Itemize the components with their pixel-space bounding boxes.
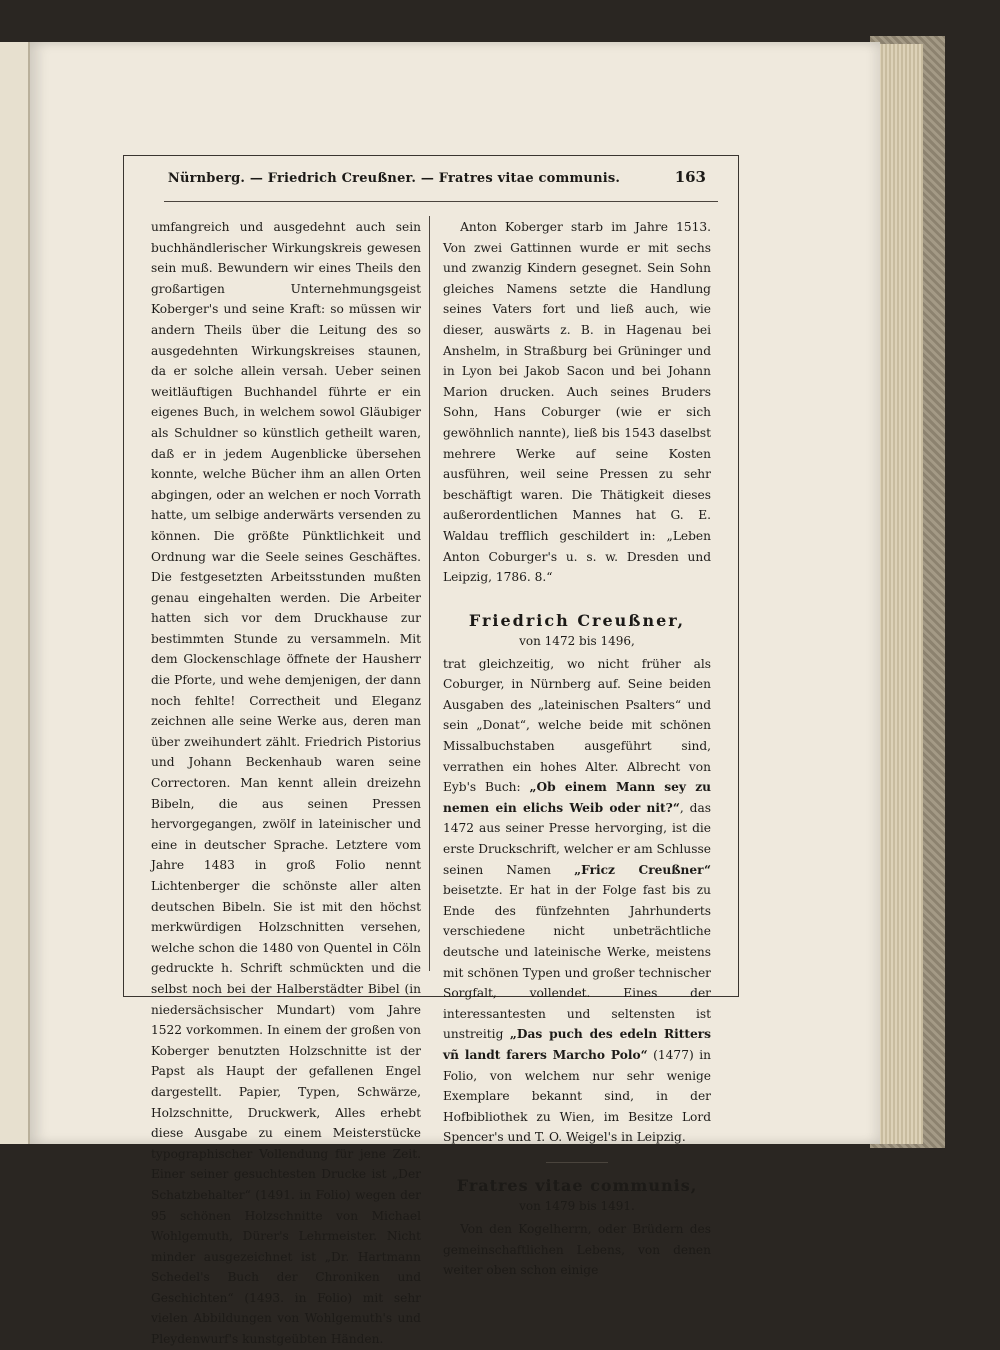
previous-page-edge <box>0 42 30 1144</box>
left-column <box>151 217 421 1350</box>
book-page <box>30 42 880 1347</box>
section-title-creussner: Friedrich Creußner, <box>468 610 686 630</box>
creussner-text-c: beisetzte. Er hat in der Folge fast bis zu Ende des fünfzehnten Jahrhunderts verschiedene nicht unbeträchtliche deutsche und lateinische Werke, meistens mit schönen Typen und großer technischer Sorgfalt, vollendet. Eines der interessantesten und seltensten ist unstreitig <box>443 883 711 1042</box>
creussner-text-a: trat gleichzeitig, wo nicht früher als Coburger, in Nürnberg auf. Seine beiden Ausgaben des „lateinischen Psalters“ und sein „Donat“, welche beide mit schönen Missalbuchstaben ausgeführt sind, verrathen ein hohes Alter. Albrecht von Eyb's Buch: <box>443 656 711 795</box>
section-dates-fratres: von 1479 bis 1491. <box>519 1198 635 1213</box>
running-title: Nürnberg. — Friedrich Creußner. — Fratres vitae communis. <box>167 171 621 186</box>
fratres-paragraph: Von den Kogelherrn, oder Brüdern des gemeinschaftlichen Lebens, von denen weiter oben schon einige <box>443 1221 711 1278</box>
page-stack-edges <box>875 44 923 1144</box>
column-divider <box>429 216 430 971</box>
header-rule <box>164 201 718 202</box>
book-title-ehe: „Ob einem Mann sey zu nemen ein elichs Weib oder nit?“ <box>443 780 711 815</box>
section-title-fratres: Fratres vitae communis, <box>456 1175 698 1195</box>
book-title-marco-polo: „Das puch des edeln Ritters vñ landt farers Marcho Polo“ <box>443 1027 711 1062</box>
koberger-paragraph: Anton Koberger starb im Jahre 1513. Von zwei Gattinnen wurde er mit sechs und zwanzig Kindern gesegnet. Sein Sohn gleiches Namens setzte die Handlung seines Vaters fort und ließ auch, wie dieser, auswärts z. B. in Hagenau bei Anshelm, in Straßburg bei Grüninger und in Lyon bei Jakob Sacon und bei Johann Marion drucken. Auch seines Bruders Sohn, Hans Coburger (wie er sich gewöhnlich nannte), ließ bis 1543 daselbst mehrere Werke auf seine Kosten ausführen, weil seine Pressen zu sehr beschäftigt waren. Die Thätigkeit dieses außerordentlichen Mannes hat G. E. Waldau trefflich geschildert in: „Leben Anton Coburger's u. s. w. Dresden und Leipzig, 1786. 8.“ <box>443 220 711 585</box>
section-dates-creussner: von 1472 bis 1496, <box>519 633 635 648</box>
page-header <box>124 156 738 202</box>
printer-name-fricz: „Fricz Creußner“ <box>574 862 711 877</box>
creussner-text-d: (1477) in Folio, von welchem nur sehr wenige Exemplare bekannt sind, in der Hofbibliothek zu Wien, im Besitze Lord Spencer's und T. O. Weigel's in Leipzig. <box>443 1047 711 1145</box>
section-rule <box>546 1162 608 1163</box>
right-column <box>443 217 711 1281</box>
page-number: 163 <box>674 168 706 186</box>
text-frame <box>123 155 739 1347</box>
creussner-paragraph <box>443 654 711 1148</box>
creussner-text-b: , das 1472 aus seiner Presse hervorging, ist die erste Druckschrift, welcher er am Schlusse seinen Namen <box>443 800 711 877</box>
left-column-paragraph: umfangreich und ausgedehnt auch sein buchhändlerischer Wirkungskreis gewesen sein muß. Bewundern wir eines Theils den großartigen Unternehmungsgeist Koberger's und seine Kraft: so müssen wir andern Theils über die Leitung des so ausgedehnten Wirkungskreises staunen, da er solche allein versah. Ueber seinen weitläuftigen Buchhandel führte er ein eigenes Buch, in welchem sowol Gläubiger als Schuldner so künstlich getheilt waren, daß er in jedem Augenblicke übersehen konnte, welche Bücher ihm an allen Orten abgingen, oder an welchen er noch Vorrath hatte, um selbige anderwärts versenden zu können. Die größte Pünktlichkeit und Ordnung war die Seele seines Geschäftes. Die festgesetzten Arbeitsstunden mußten genau eingehalten werden. Die Arbeiter hatten sich vor dem Druckhause zur bestimmten Stunde zu versammeln. Mit dem Glockenschlage öffnete der Hausherr die Pforte, und wehe demjenigen, der dann noch fehlte! Correctheit und Eleganz zeichnen alle seine Werke aus, deren man über zweihundert zählt. Friedrich Pistorius und Johann Beckenhaub waren seine Correctoren. Man kennt allein dreizehn Bibeln, die aus seinen Pressen hervorgegangen, zwölf in lateinischer und eine in deutscher Sprache. Letztere vom Jahre 1483 in groß Folio nennt Lichtenberger die schönste aller alten deutschen Bibeln. Sie ist mit den höchst merkwürdigen Holzschnitten versehen, welche schon die 1480 von Quentel in Cöln gedruckte h. Schrift schmückten und die selbst noch bei der Halberstädter Bibel (in niedersächsischer Mundart) vom Jahre 1522 vorkommen. In einem der großen von Koberger benutzten Holzschnitte ist der Papst als Haupt der gefallenen Engel dargestellt. Papier, Typen, Schwärze, Holzschnitte, Druckwerk, Alles erhebt diese Ausgabe zu einem Meisterstücke typographischer Vollendung für jene Zeit. Einer seiner gesuchtesten Drucke ist „Der Schatzbehalter“ (1491. in Folio) wegen der 95 schönen Holzschnitte von Michael Wohlgemuth, Dürer's Lehrmeister. Nicht minder ausgezeichnet ist „Dr. Hartmann Schedel's Buch der Chroniken und Geschichten“ (1493. in Folio) mit sehr vielen Abbildungen von Wohlgemuth's und Pleydenwurf's kunstgeübten Händen. <box>151 220 421 1347</box>
